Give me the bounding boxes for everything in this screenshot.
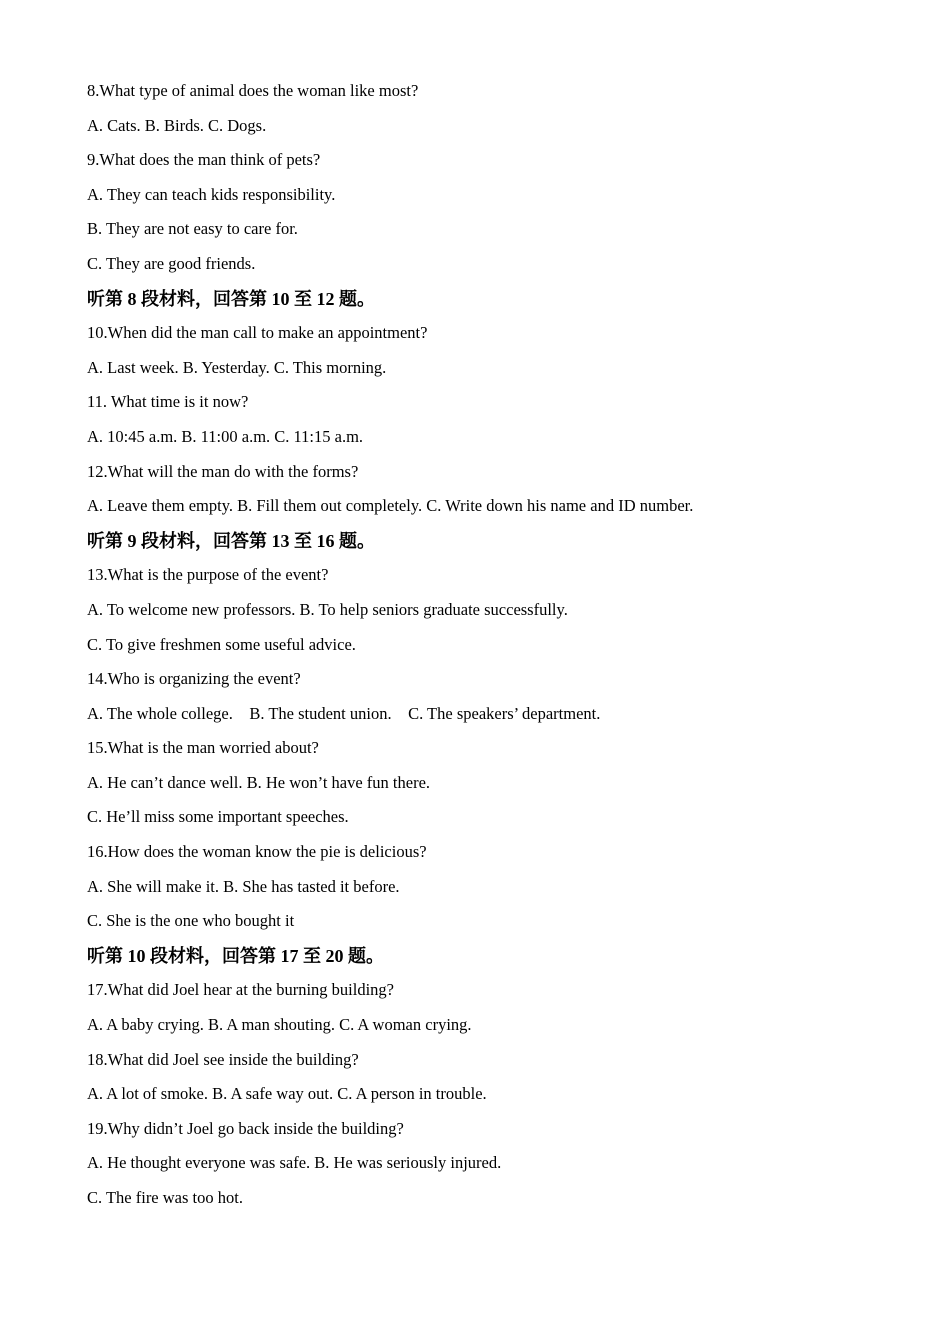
question-14-text: 14.Who is organizing the event? <box>87 669 301 689</box>
question-19-text: 19.Why didn’t Joel go back inside the building? <box>87 1118 404 1138</box>
question-19-options-ab: A. He thought everyone was safe. B. He was seriously injured. <box>87 1153 502 1173</box>
question-16-options-ab: A. She will make it. B. She has tasted it before. <box>87 876 400 896</box>
question-8-options: A. Cats. B. Birds. C. Dogs. <box>87 115 267 135</box>
question-19-option-c: C. The fire was too hot. <box>87 1188 243 1207</box>
question-16-text: 16.How does the woman know the pie is delicious? <box>87 842 427 862</box>
question-15-text: 15.What is the man worried about? <box>87 738 319 758</box>
question-17-options: A. A baby crying. B. A man shouting. C. A woman crying. <box>87 1015 472 1035</box>
question-10-options: A. Last week. B. Yesterday. C. This morning. <box>87 357 387 377</box>
question-9-option-c: C. They are good friends. <box>87 253 256 273</box>
section-heading-10: 听第 10 段材料，回答第 17 至 20 题。 <box>87 945 384 966</box>
question-15-options-ab: A. He can’t dance well. B. He won’t have fun there. <box>87 772 431 792</box>
question-9-text: 9.What does the man think of pets? <box>87 150 321 170</box>
exam-page <box>87 78 907 1220</box>
question-9-option-a: A. They can teach kids responsibility. <box>87 184 336 204</box>
question-17-text: 17.What did Joel hear at the burning building? <box>87 980 395 1000</box>
question-15-option-c: C. He’ll miss some important speeches. <box>87 807 349 827</box>
question-12-text: 12.What will the man do with the forms? <box>87 461 359 481</box>
question-14-options: A. The whole college. B. The student union. C. The speakers’ department. <box>87 703 601 723</box>
question-18-options: A. A lot of smoke. B. A safe way out. C. A person in trouble. <box>87 1084 487 1104</box>
question-8-text: 8.What type of animal does the woman like most? <box>87 81 419 100</box>
question-11-options: A. 10:45 a.m. B. 11:00 a.m. C. 11:15 a.m. <box>87 426 364 446</box>
section-heading-9: 听第 9 段材料，回答第 13 至 16 题。 <box>87 530 375 551</box>
question-16-option-c: C. She is the one who bought it <box>87 911 295 931</box>
question-9-option-b: B. They are not easy to care for. <box>87 219 298 239</box>
question-11-text: 11. What time is it now? <box>87 392 249 412</box>
question-12-options: A. Leave them empty. B. Fill them out completely. C. Write down his name and ID number. <box>87 496 694 516</box>
question-13-text: 13.What is the purpose of the event? <box>87 565 329 585</box>
question-18-text: 18.What did Joel see inside the building? <box>87 1049 359 1069</box>
question-13-options-ab: A. To welcome new professors. B. To help seniors graduate successfully. <box>87 599 568 619</box>
question-13-option-c: C. To give freshmen some useful advice. <box>87 634 356 654</box>
section-heading-8: 听第 8 段材料，回答第 10 至 12 题。 <box>87 288 375 309</box>
question-10-text: 10.When did the man call to make an appointment? <box>87 323 428 343</box>
